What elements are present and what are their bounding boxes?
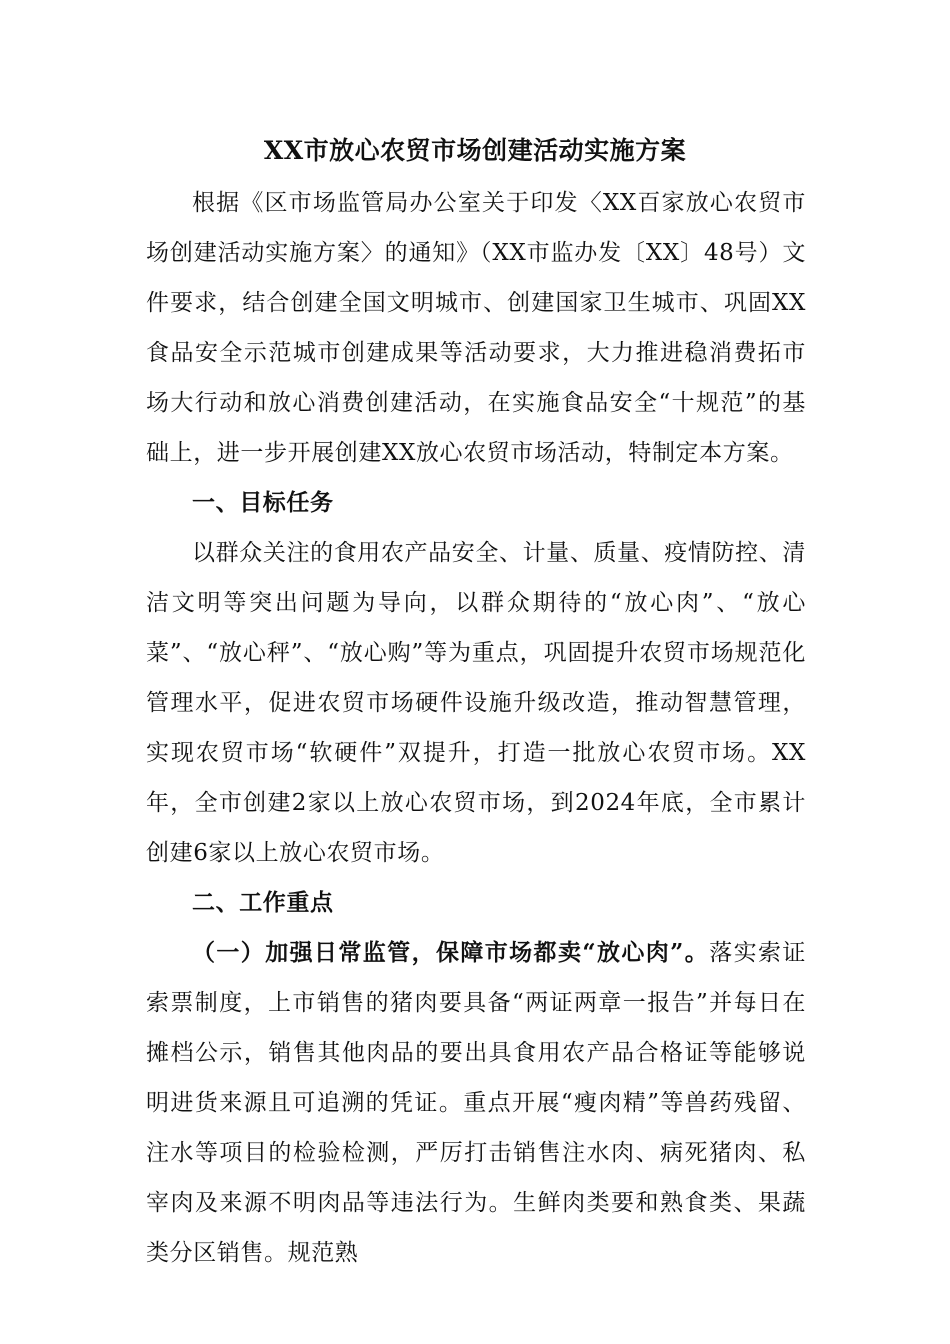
work-focus-item-1	[146, 928, 806, 1278]
goals-paragraph: 以群众关注的食用农产品安全、计量、质量、疫情防控、清洁文明等突出问题为导向，以群众期待的“放心肉”、“放心菜”、“放心秤”、“放心购”等为重点，巩固提升农贸市场规范化管理水平，促进农贸市场硬件设施升级改造，推动智慧管理，实现农贸市场“软硬件”双提升，打造一批放心农贸市场。XX年，全市创建2家以上放心农贸市场，到2024年底，全市累计创建6家以上放心农贸市场。	[146, 540, 806, 866]
section-heading-work-focus: 二、工作重点	[192, 889, 334, 916]
item-1-lead: （一）加强日常监管，保障市场都卖“放心肉”。	[192, 939, 710, 966]
intro-paragraph: 根据《区市场监管局办公室关于印发〈XX百家放心农贸市场创建活动实施方案〉的通知》（XX市监办发〔XX〕48号）文件要求，结合创建全国文明城市、创建国家卫生城市、巩固XX食品安全示范城市创建成果等活动要求，大力推进稳消费拓市场大行动和放心消费创建活动，在实施食品安全“十规范”的基础上，进一步开展创建XX放心农贸市场活动，特制定本方案。	[146, 190, 806, 466]
document-title: XX市放心农贸市场创建活动实施方案	[263, 136, 687, 165]
document-body	[146, 178, 806, 1278]
section-heading-goals: 一、目标任务	[192, 489, 334, 516]
item-1-body: 落实索证索票制度，上市销售的猪肉要具备“两证两章一报告”并每日在摊档公示，销售其他肉品的要出具食用农产品合格证等能够说明进货来源且可追溯的凭证。重点开展“瘦肉精”等兽药残留、注水等项目的检验检测，严厉打击销售注水肉、病死猪肉、私宰肉及来源不明肉品等违法行为。生鲜肉类要和熟食类、果蔬类分区销售。规范熟	[146, 940, 806, 1266]
